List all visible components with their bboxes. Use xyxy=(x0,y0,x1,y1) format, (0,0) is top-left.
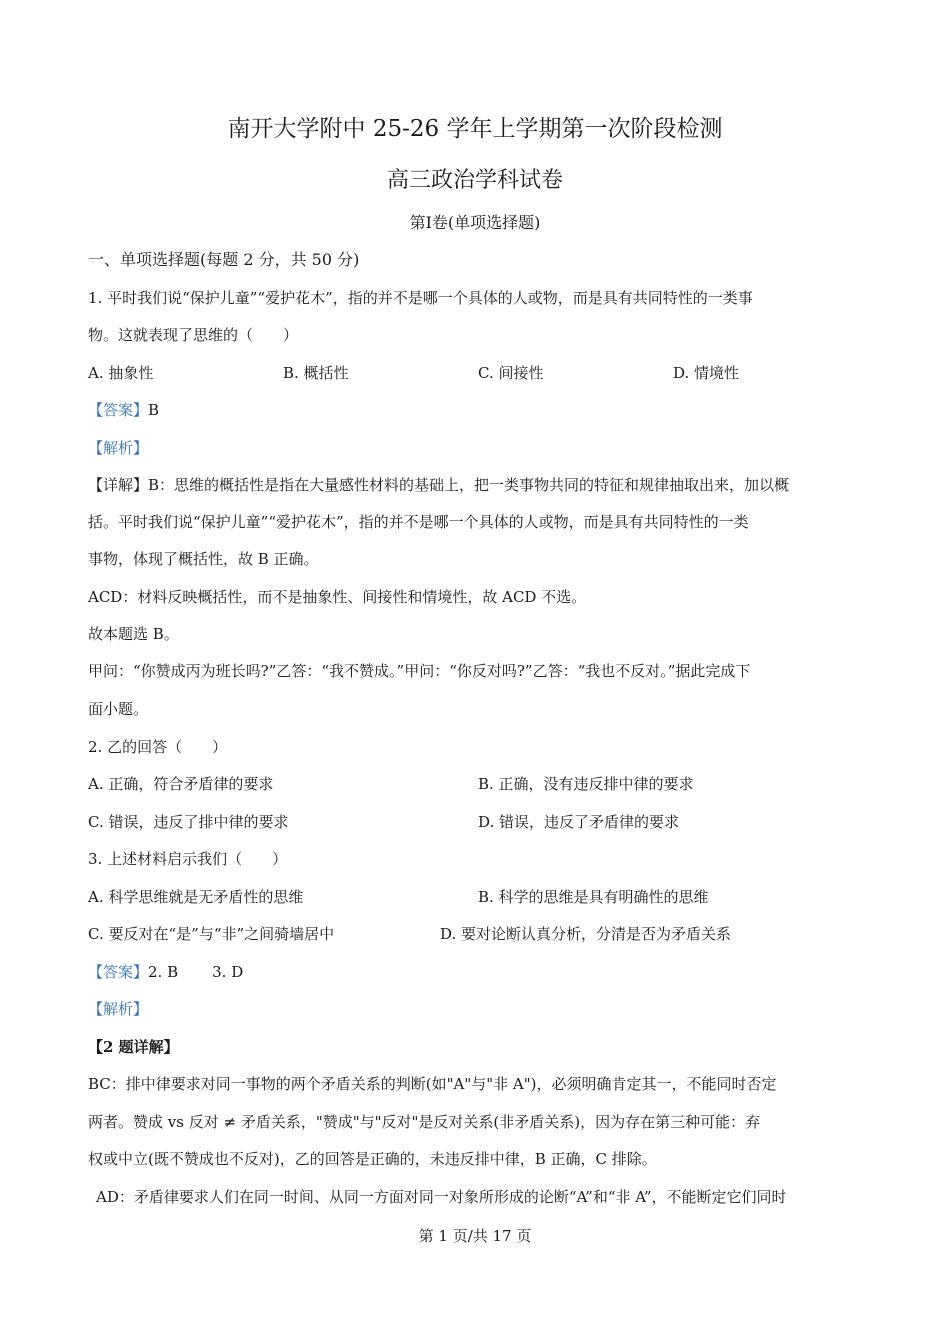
q1-answer-value: B xyxy=(148,401,160,419)
q2-stem: 2. 乙的回答（ ） xyxy=(88,738,228,756)
answer-2: 2. B xyxy=(148,963,179,981)
exam-title: 南开大学附中 25-26 学年上学期第一次阶段检测 xyxy=(227,116,723,142)
section-heading: 一、单项选择题(每题 2 分，共 50 分) xyxy=(88,250,360,269)
q2-detail-tag: 【2 题详解】 xyxy=(88,1038,179,1056)
q2-option-d: D. 错误，违反了矛盾律的要求 xyxy=(478,813,680,831)
material-line1: 甲问：“你赞成丙为班长吗?”乙答：“我不赞成。”甲问：“你反对吗?”乙答：“我也不反对。”据此完成下 xyxy=(88,662,751,680)
q1-stem-line2: 物。这就表现了思维的（ ） xyxy=(88,326,299,344)
bc-line3: 权或中立(既不赞成也不反对)，乙的回答是正确的，未违反排中律，B 正确，C 排除。 xyxy=(88,1150,657,1168)
q1-detail-tag: 【详解】 xyxy=(88,476,149,494)
q3-option-c: C. 要反对在“是”与“非”之间骑墙居中 xyxy=(88,925,335,943)
bc-line2: 两者。赞成 vs 反对 ≠ 矛盾关系，"赞成"与"反对"是反对关系(非矛盾关系)，因为存在第三种可能：弃 xyxy=(88,1113,761,1131)
q3-option-b: B. 科学的思维是具有明确性的思维 xyxy=(478,888,709,906)
q1-analysis-tag: 【解析】 xyxy=(88,439,149,457)
answers23-tag: 【答案】 xyxy=(88,963,149,981)
q1-detail-line3: 事物，体现了概括性，故 B 正确。 xyxy=(88,550,319,568)
q3-option-a: A. 科学思维就是无矛盾性的思维 xyxy=(88,888,304,906)
material-line2: 面小题。 xyxy=(88,700,149,718)
answer-3: 3. D xyxy=(212,963,244,981)
q1-detail-line2: 括。平时我们说“保护儿童”“爱护花木”，指的并不是哪一个具体的人或物，而是具有共同特性的一类 xyxy=(88,513,749,531)
q1-option-b: B. 概括性 xyxy=(283,364,349,382)
q1-stem-line1: 1. 平时我们说“保护儿童”“爱护花木”，指的并不是哪一个具体的人或物，而是具有共同特性的一类事 xyxy=(88,289,753,307)
q1-detail-line1 xyxy=(88,475,789,495)
exam-subtitle: 高三政治学科试卷 xyxy=(386,168,563,193)
q2-option-b: B. 正确，没有违反排中律的要求 xyxy=(478,775,694,793)
q2-option-c: C. 错误，违反了排中律的要求 xyxy=(88,813,289,831)
q1-option-a: A. 抽象性 xyxy=(88,364,154,382)
volume-heading: 第Ⅰ卷(单项选择题) xyxy=(409,213,541,232)
answers23-analysis-tag: 【解析】 xyxy=(88,1000,149,1018)
bc-line1: BC：排中律要求对同一事物的两个矛盾关系的判断(如"A"与"非 A")，必须明确肯定其一，不能同时否定 xyxy=(88,1075,777,1093)
q1-conclusion: 故本题选 B。 xyxy=(88,625,179,643)
q3-option-d: D. 要对论断认真分析，分清是否为矛盾关系 xyxy=(440,925,732,943)
q1-option-c: C. 间接性 xyxy=(478,364,544,382)
answers23-row xyxy=(88,962,243,982)
q1-detail-text1: B：思维的概括性是指在大量感性材料的基础上，把一类事物共同的特征和规律抽取出来，加以概 xyxy=(148,476,790,494)
q1-detail-line4: ACD：材料反映概括性，而不是抽象性、间接性和情境性，故 ACD 不选。 xyxy=(88,588,587,606)
q3-stem: 3. 上述材料启示我们（ ） xyxy=(88,850,288,868)
q1-option-d: D. 情境性 xyxy=(673,364,740,382)
q1-answer-row xyxy=(88,400,159,420)
q2-option-a: A. 正确，符合矛盾律的要求 xyxy=(88,775,274,793)
q1-answer-tag: 【答案】 xyxy=(88,401,149,419)
page-footer: 第 1 页/共 17 页 xyxy=(418,1227,532,1245)
ad-line1: AD：矛盾律要求人们在同一时间、从同一方面对同一对象所形成的论断“A”和“非 A”，不能断定它们同时 xyxy=(96,1188,787,1206)
